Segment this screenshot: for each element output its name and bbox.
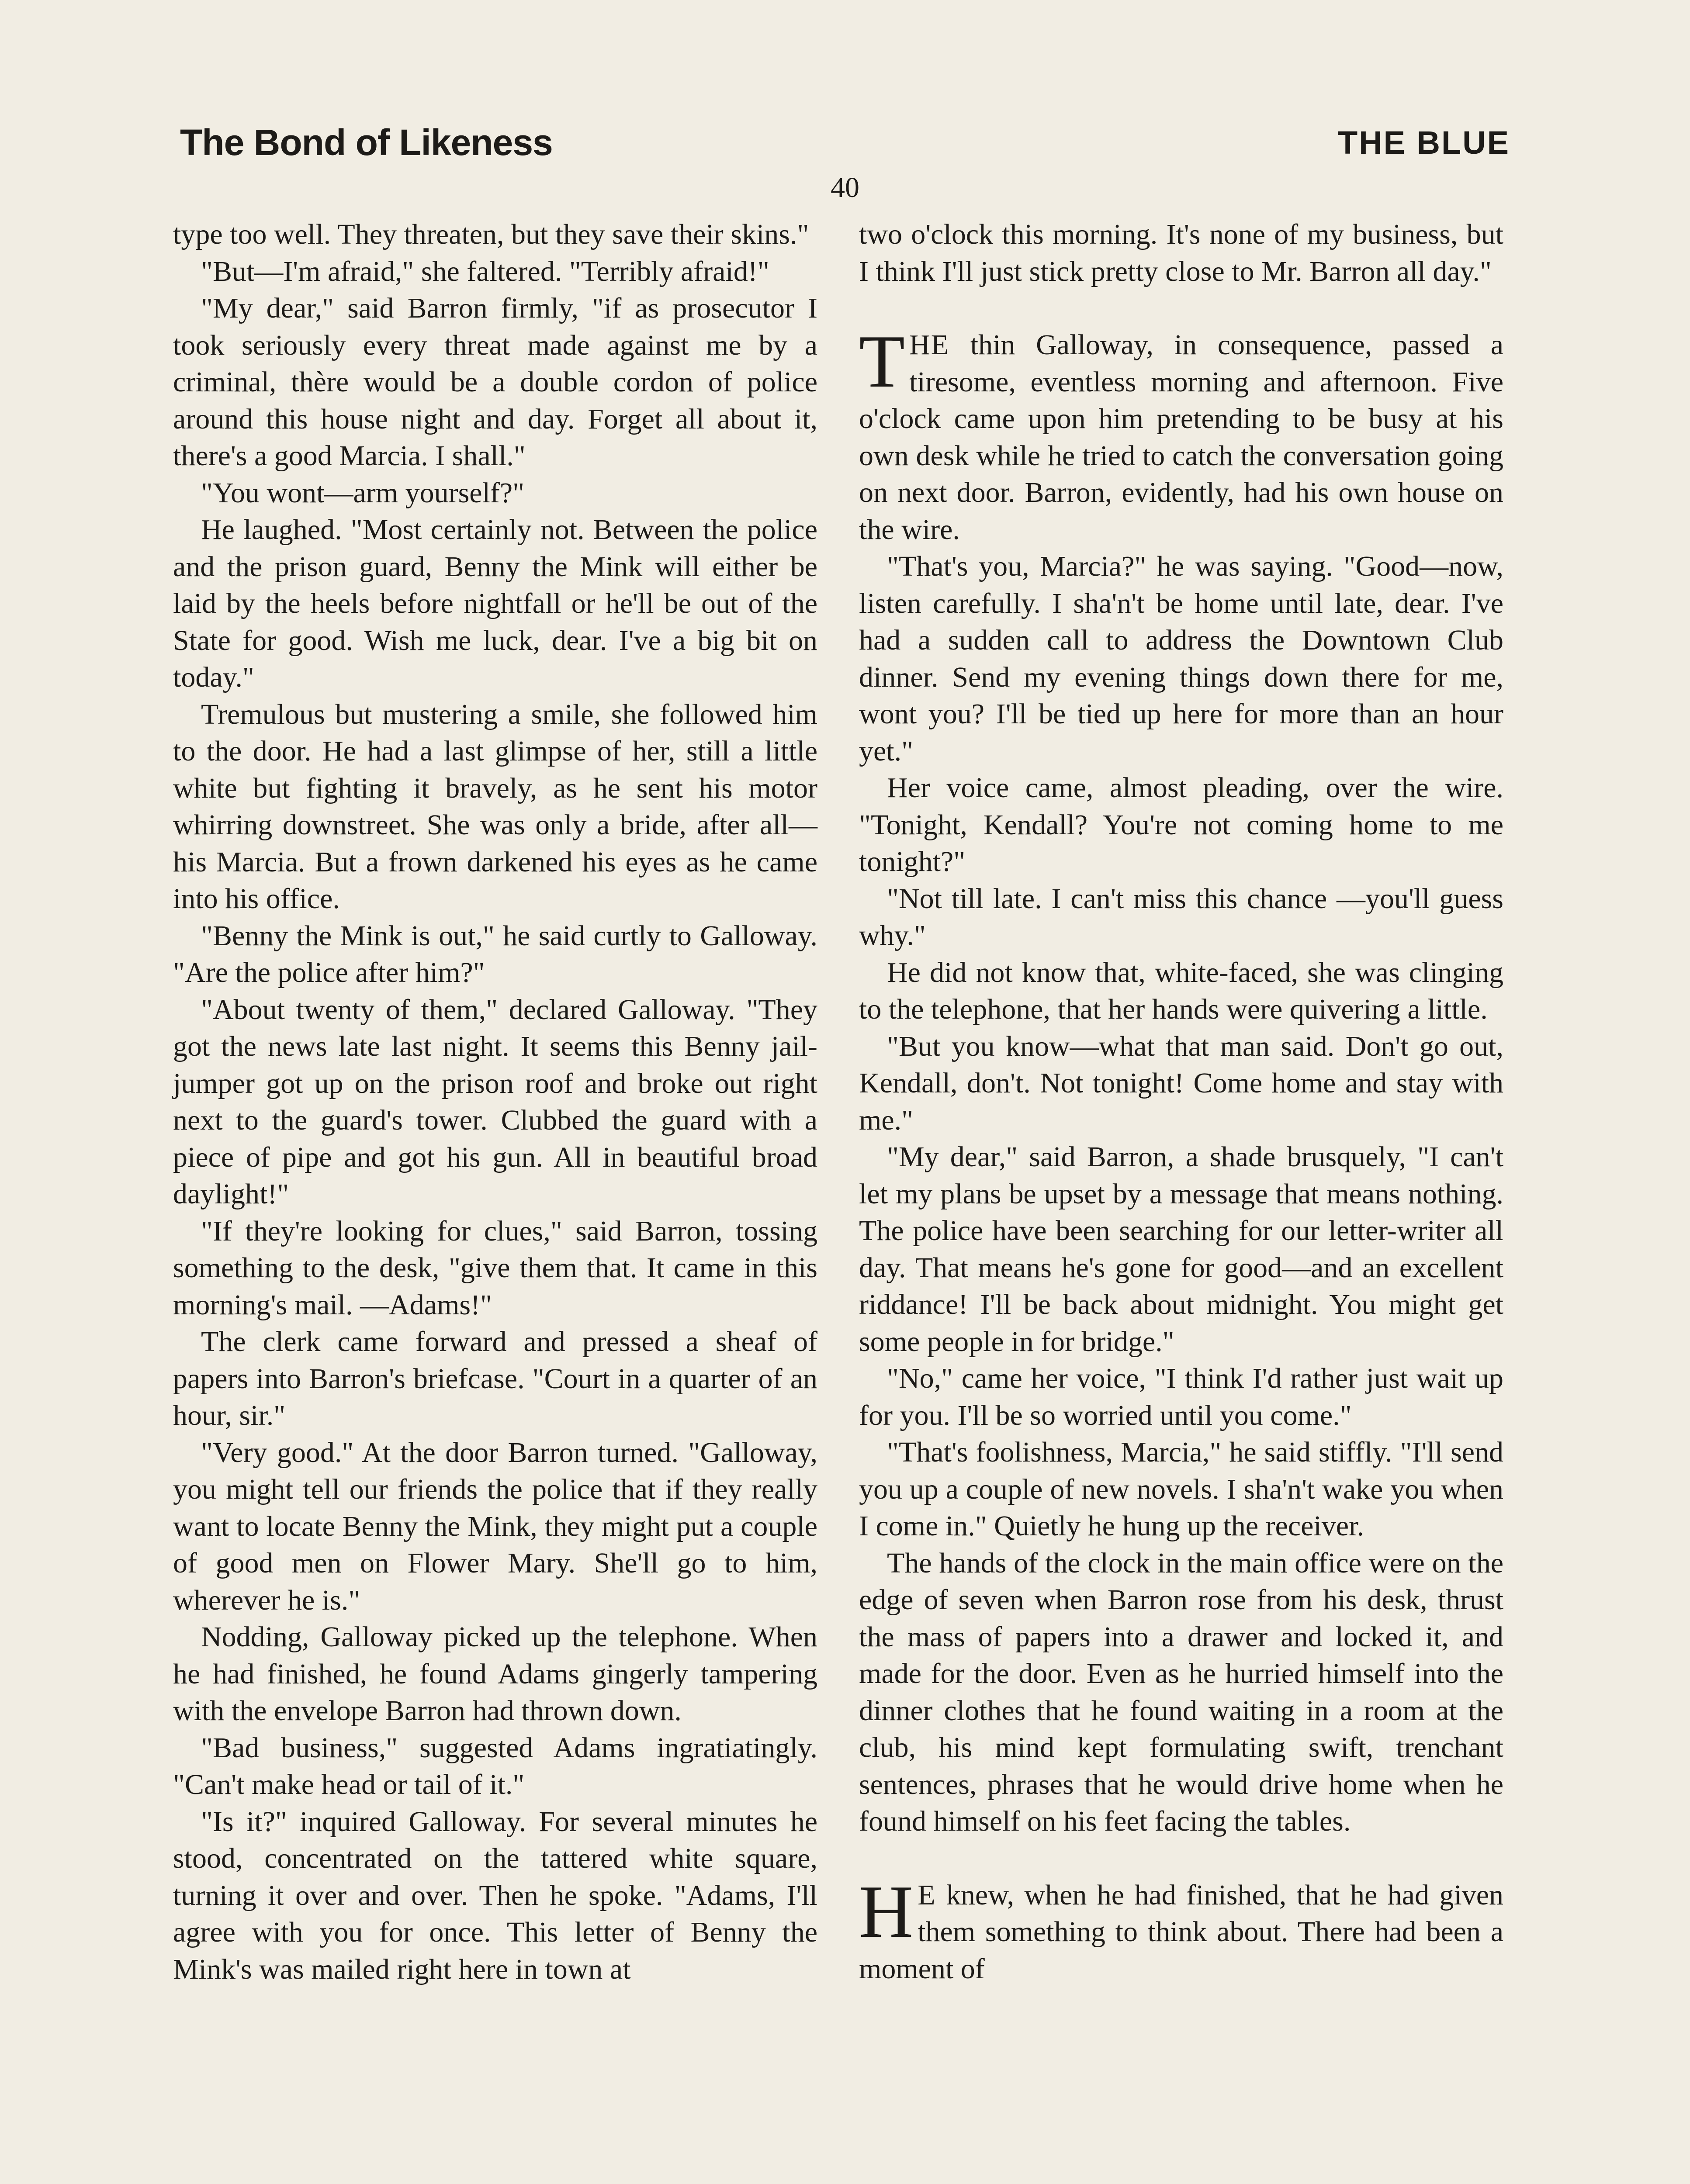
paragraph: He did not know that, white-faced, she was clinging to the telephone, that her hands were quivering a little. (859, 956, 1503, 1025)
paragraph: "If they're looking for clues," said Barron, tossing something to the desk, "give them that. It came in this morning's mail. —Adams!" (173, 1215, 817, 1321)
paragraph: two o'clock this morning. It's none of my business, but I think I'll just stick pretty close to Mr. Barron all day." (859, 218, 1503, 287)
small-caps-lead: E (918, 1879, 936, 1911)
paragraph: "My dear," said Barron firmly, "if as prosecutor I took seriously every threat made against me by a criminal, thère would be a double cordon of police around this house night and day. Forget all about it, there's a good Marcia. I shall." (173, 292, 817, 472)
paragraph: "That's you, Marcia?" he was saying. "Good—now, listen carefully. I sha'n't be home until late, dear. I've had a sudden call to address the Downtown Club dinner. Send my evening things down there for me, wont you? I'll be tied up here for more than an hour yet." (859, 550, 1503, 767)
drop-cap: T (859, 320, 905, 403)
paragraph: He laughed. "Most certainly not. Between the police and the prison guard, Benny the Mink will either be laid by the heels before nightfall or he'll be out of the State for good. Wish me luck, dear. I've a big bit on today." (173, 514, 817, 693)
paragraph: "Not till late. I can't miss this chance —you'll guess why." (859, 882, 1503, 951)
paragraph: "Bad business," suggested Adams ingratiatingly. "Can't make head or tail of it." (173, 1731, 817, 1800)
magazine-name: THE BLUE (1338, 124, 1510, 161)
section-paragraph (859, 1870, 1503, 1988)
left-text-column (173, 216, 817, 1988)
paragraph-text: thin Galloway, in consequence, passed a tiresome, eventless morning and afternoon. Five o'clock came upon him pretending to be busy at his own desk while he tried to catch the conversation going on next door. Barron, evidently, had his own house on the wire. (859, 329, 1503, 546)
paragraph-text: knew, when he had finished, that he had given them something to think about. There had been a moment of (859, 1879, 1503, 1985)
paragraph: Nodding, Galloway picked up the telephone. When he had finished, he found Adams gingerly tampering with the envelope Barron had thrown down. (173, 1621, 817, 1727)
page-number: 40 (831, 172, 859, 204)
paragraph: "Is it?" inquired Galloway. For several minutes he stood, concentrated on the tattered white square, turning it over and over. Then he spoke. "Adams, I'll agree with you for once. This letter of Benny the Mink's was mailed right here in town at (173, 1805, 817, 1985)
paragraph: type too well. They threaten, but they save their skins." (173, 218, 809, 250)
paragraph: The clerk came forward and pressed a sheaf of papers into Barron's briefcase. "Court in a quarter of an hour, sir." (173, 1326, 817, 1431)
paragraph: "But—I'm afraid," she faltered. "Terribly afraid!" (201, 255, 769, 287)
paragraph: "Benny the Mink is out," he said curtly to Galloway. "Are the police after him?" (173, 919, 817, 988)
drop-cap: H (859, 1870, 914, 1953)
paragraph: The hands of the clock in the main office were on the edge of seven when Barron rose from his desk, thrust the mass of papers into a drawer and locked it, and made for the door. Even as he hurried himself into the dinner clothes that he found waiting in a room at the club, his mind kept formulating swift, trenchant sentences, phrases that he would drive home when he found himself on his feet facing the tables. (859, 1547, 1503, 1837)
paragraph: "Very good." At the door Barron turned. "Galloway, you might tell our friends the police that if they really want to locate Benny the Mink, they might put a couple of good men on Flower Mary. She'll go to him, wherever he is." (173, 1436, 817, 1616)
paragraph: "No," came her voice, "I think I'd rather just wait up for you. I'll be so worried until you come." (859, 1362, 1503, 1431)
small-caps-lead: HE (909, 329, 950, 361)
story-title: The Bond of Likeness (180, 122, 553, 163)
section-paragraph (859, 320, 1503, 548)
paragraph: "My dear," said Barron, a shade brusquely, "I can't let my plans be upset by a message that means nothing. The police have been searching for our letter-writer all day. That means he's gone for good—and an excellent riddance! I'll be back about midnight. You might get some people in for bridge." (859, 1141, 1503, 1358)
paragraph: Tremulous but mustering a smile, she followed him to the door. He had a last glimpse of her, still a little white but fighting it bravely, as he sent his motor whirring downstreet. She was only a bride, after all—his Marcia. But a frown darkened his eyes as he came into his office. (173, 698, 817, 915)
paragraph: Her voice came, almost pleading, over the wire. "Tonight, Kendall? You're not coming home to me tonight?" (859, 772, 1503, 878)
paragraph: "You wont—arm yourself?" (201, 477, 525, 509)
paragraph: "About twenty of them," declared Galloway. "They got the news late last night. It seems this Benny jail-jumper got up on the prison roof and broke out right next to the guard's tower. Clubbed the guard with a piece of pipe and got his gun. All in beautiful broad daylight!" (173, 993, 817, 1210)
right-text-column (859, 216, 1503, 1987)
paragraph: "That's foolishness, Marcia," he said stiffly. "I'll send you up a couple of new novels. I sha'n't wake you when I come in." Quietly he hung up the receiver. (859, 1436, 1503, 1542)
paragraph: "But you know—what that man said. Don't go out, Kendall, don't. Not tonight! Come home and stay with me." (859, 1030, 1503, 1136)
